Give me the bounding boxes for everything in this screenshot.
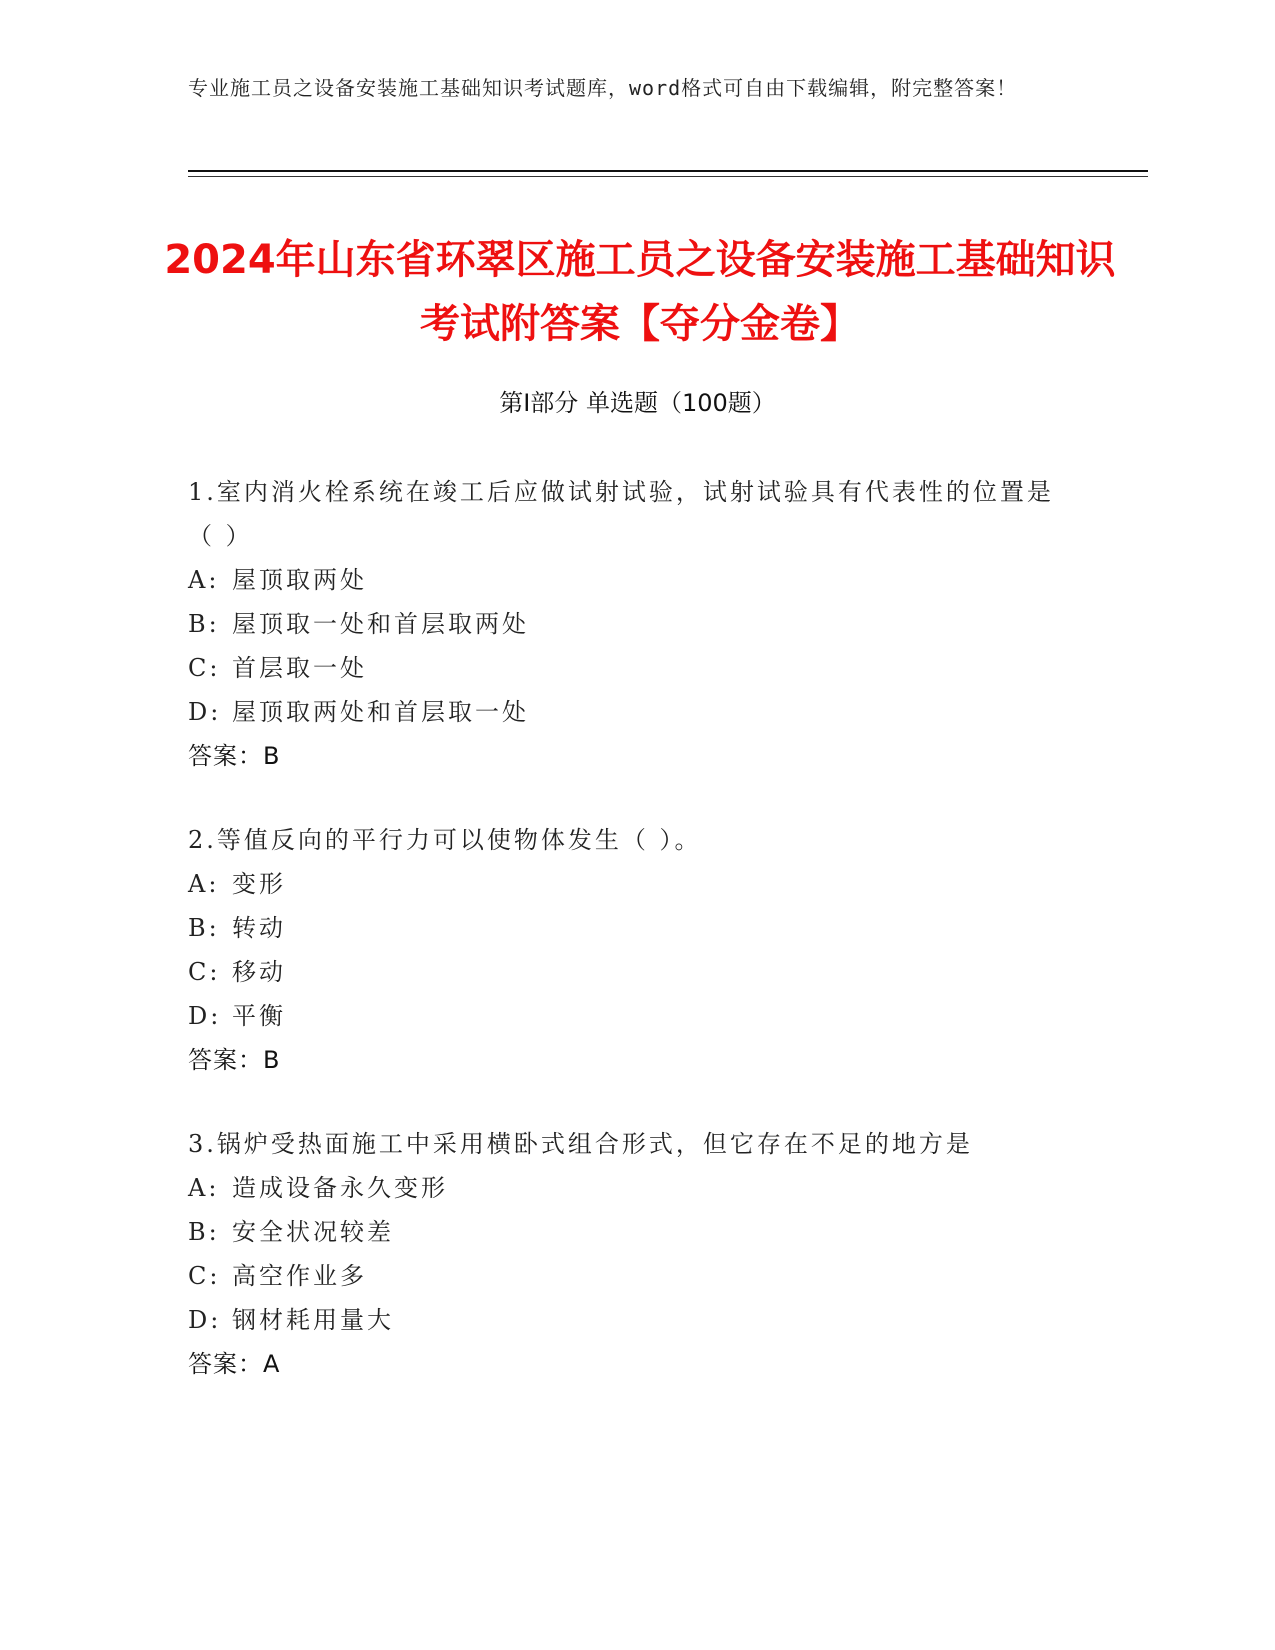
option-text: 变形 (232, 870, 286, 898)
option-text: 屋顶取两处和首层取一处 (232, 698, 529, 726)
question-1 (188, 470, 1068, 778)
option-a (188, 1166, 1068, 1210)
option-a (188, 862, 1068, 906)
header-divider-thick (188, 170, 1148, 172)
option-b (188, 1210, 1068, 1254)
answer-line: 答案：A (188, 1350, 281, 1378)
option-b (188, 906, 1068, 950)
option-c (188, 646, 1068, 690)
option-key: B: (188, 1218, 220, 1246)
option-key: D: (188, 698, 222, 726)
option-key: C: (188, 1262, 221, 1290)
option-key: A: (188, 870, 220, 898)
option-text: 首层取一处 (232, 654, 367, 682)
option-key: A: (188, 566, 220, 594)
option-key: D: (188, 1306, 222, 1334)
question-stem: 2.等值反向的平行力可以使物体发生（ ）。 (188, 826, 702, 854)
question-3 (188, 1122, 1068, 1386)
option-key: B: (188, 610, 220, 638)
document-title: 2024年山东省环翠区施工员之设备安装施工基础知识考试附答案【夺分金卷】 (164, 237, 1116, 347)
option-text: 造成设备永久变形 (232, 1174, 448, 1202)
question-stem: 1.室内消火栓系统在竣工后应做试射试验，试射试验具有代表性的位置是（ ） (188, 478, 1054, 550)
option-d (188, 994, 1068, 1038)
header-note: 专业施工员之设备安装施工基础知识考试题库，word格式可自由下载编辑，附完整答案！ (188, 76, 1018, 100)
answer-line: 答案：B (188, 742, 281, 770)
option-d (188, 1298, 1068, 1342)
option-key: B: (188, 914, 220, 942)
option-b (188, 602, 1068, 646)
option-key: A: (188, 1174, 220, 1202)
option-key: C: (188, 958, 221, 986)
question-2 (188, 818, 1068, 1082)
section-title: 第Ⅰ部分 单选题（100题） (499, 389, 776, 417)
option-text: 平衡 (232, 1002, 286, 1030)
option-key: C: (188, 654, 221, 682)
option-a (188, 558, 1068, 602)
option-text: 安全状况较差 (232, 1218, 394, 1246)
option-text: 屋顶取一处和首层取两处 (232, 610, 529, 638)
option-c (188, 1254, 1068, 1298)
option-d (188, 690, 1068, 734)
header-divider-thin (188, 176, 1148, 177)
option-key: D: (188, 1002, 222, 1030)
question-stem: 3.锅炉受热面施工中采用横卧式组合形式，但它存在不足的地方是 (188, 1130, 973, 1158)
option-text: 高空作业多 (232, 1262, 367, 1290)
option-text: 钢材耗用量大 (232, 1306, 394, 1334)
option-c (188, 950, 1068, 994)
option-text: 转动 (232, 914, 286, 942)
option-text: 移动 (232, 958, 286, 986)
answer-line: 答案：B (188, 1046, 281, 1074)
option-text: 屋顶取两处 (232, 566, 367, 594)
